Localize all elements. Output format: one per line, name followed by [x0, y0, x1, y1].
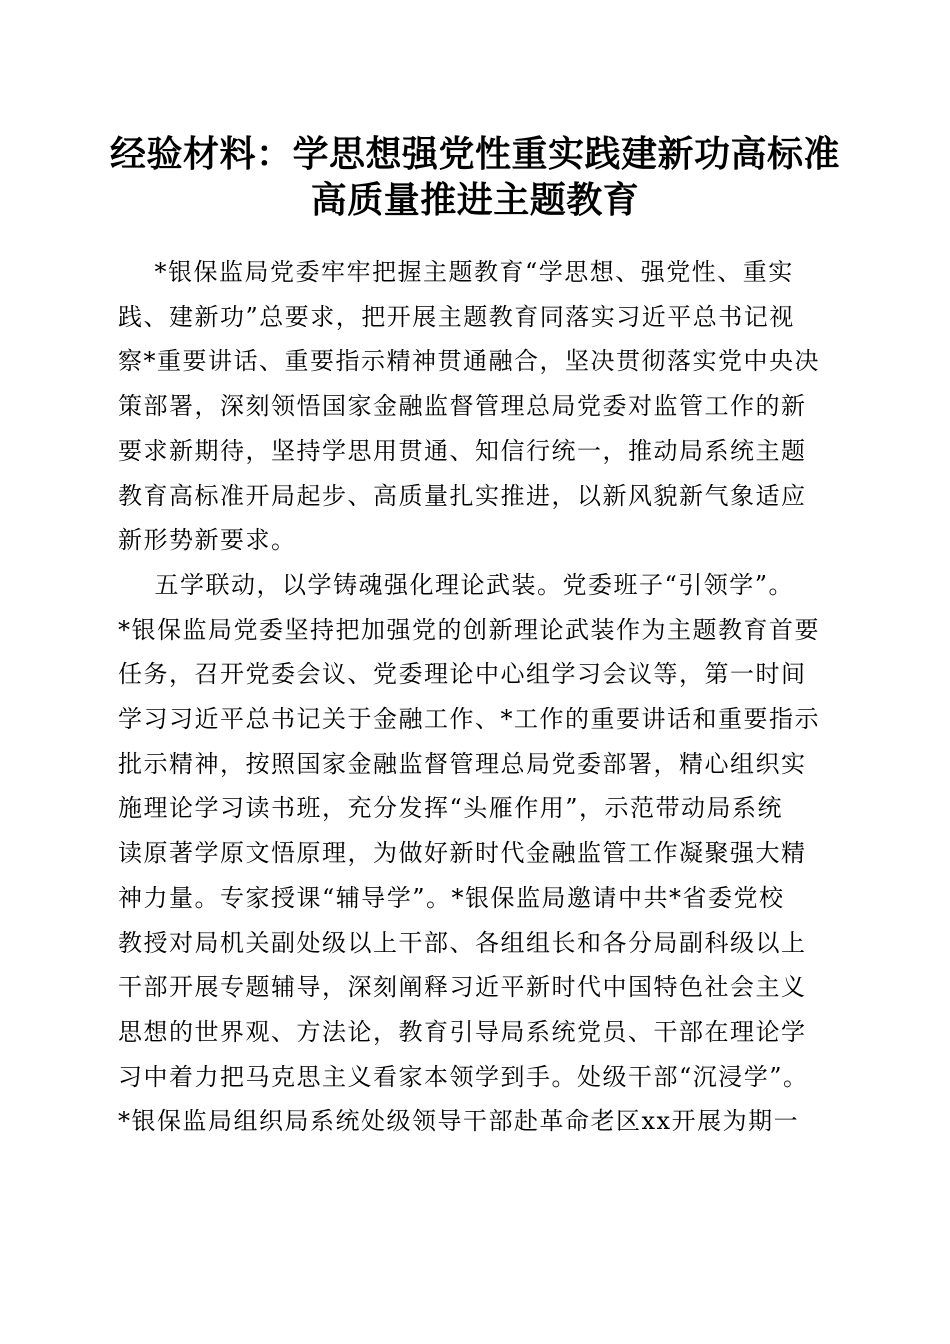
text-line: 干部开展专题辅导，深刻阐释习近平新时代中国特色社会主义	[118, 973, 807, 1002]
text-line: 要求新期待，坚持学思用贯通、知信行统一，推动局系统主题	[118, 436, 807, 465]
text-line: 五学联动，以学铸魂强化理论武装。党委班子“引领学”。	[118, 570, 795, 599]
text-line: 读原著学原文悟原理，为做好新时代金融监管工作凝聚强大精	[118, 839, 807, 868]
text-line: 学习习近平总书记关于金融工作、*工作的重要讲话和重要指示	[118, 705, 820, 734]
text-line: 思想的世界观、方法论，教育引导局系统党员、干部在理论学	[118, 1017, 807, 1046]
document-title	[60, 132, 890, 224]
text-line: 习中着力把马克思主义看家本领学到手。处级干部“沉浸学”。	[118, 1062, 809, 1091]
text-line: *银保监局党委牢牢把握主题教育“学思想、强党性、重实	[118, 258, 794, 286]
text-line: 教授对局机关副处级以上干部、各组组长和各分局副科级以上	[118, 928, 807, 957]
text-line: 策部署，深刻领悟国家金融监督管理总局党委对监管工作的新	[118, 392, 807, 421]
text-line: *银保监局党委坚持把加强党的创新理论武装作为主题教育首要	[118, 615, 820, 644]
text-line: 任务，召开党委会议、党委理论中心组学习会议等，第一时间	[118, 660, 807, 689]
text-line: 教育高标准开局起步、高质量扎实推进，以新风貌新气象适应	[118, 481, 807, 510]
text-line: 新形势新要求。	[118, 526, 297, 555]
paragraph-intro	[118, 250, 838, 563]
text-line: 批示精神，按照国家金融监督管理总局党委部署，精心组织实	[118, 749, 807, 778]
title-line: 经验材料：学思想强党性重实践建新功高标准	[109, 134, 840, 175]
text-line: 察*重要讲话、重要指示精神贯通融合，坚决贯彻落实党中央决	[118, 347, 820, 376]
text-line: 神力量。专家授课“辅导学”。*银保监局邀请中共*省委党校	[118, 883, 785, 912]
document-body	[118, 250, 838, 1144]
text-line: 践、建新功”总要求，把开展主题教育同落实习近平总书记视	[118, 302, 795, 331]
title-line: 高质量推进主题教育	[310, 180, 640, 221]
text-line: 施理论学习读书班，充分发挥“头雁作用”，示范带动局系统	[118, 794, 784, 823]
paragraph-five-learning	[118, 563, 838, 1144]
text-line: *银保监局组织局系统处级领导干部赴革命老区xx开展为期一	[118, 1107, 800, 1136]
